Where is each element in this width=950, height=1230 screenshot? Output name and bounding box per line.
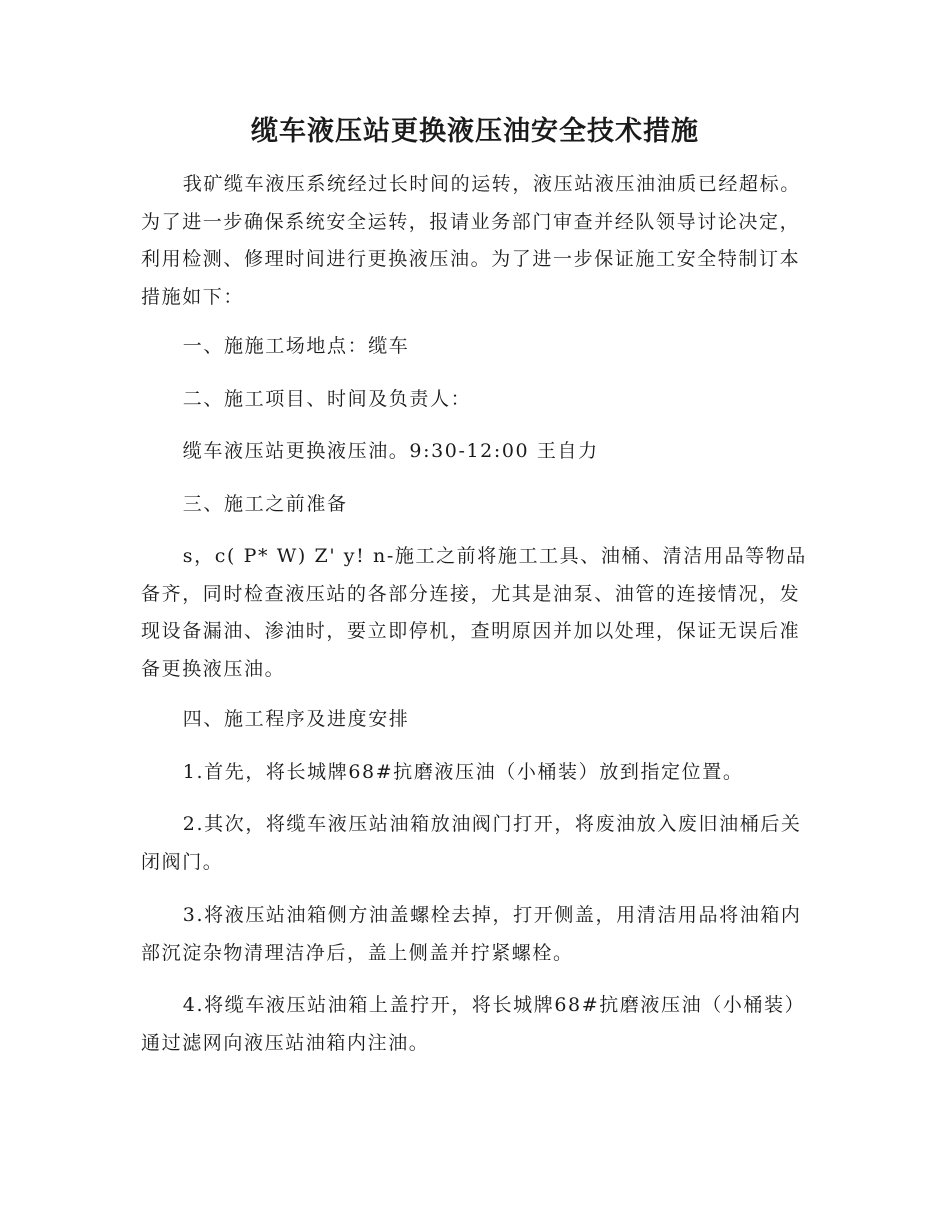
step-2: 2.其次，将缆车液压站油箱放油阀门打开，将废油放入废旧油桶后关闭阀门。 [141,813,802,873]
step-3: 3.将液压站油箱侧方油盖螺栓去掉，打开侧盖，用清洁用品将油箱内部沉淀杂物清理洁净后，盖上侧盖并拧紧螺栓。 [141,904,802,964]
preparation-paragraph: s，c( P* W) Z' y! n-施工之前将施工工具、油桶、清洁用品等物品备齐，同时检查液压站的各部分连接，尤其是油泵、油管的连接情况，发现设备漏油、渗油时，要立即停机，查明原因并加以处理，保证无误后准备更换液压油。 [141,545,807,680]
step-1: 1.首先，将长城牌68#抗磨液压油（小桶装）放到指定位置。 [182,761,744,783]
document-title: 缆车液压站更换液压油安全技术措施 [251,116,699,147]
section-2-heading: 二、施工项目、时间及负责人： [182,388,472,410]
section-4-heading: 四、施工程序及进度安排 [182,708,410,730]
intro-paragraph: 我矿缆车液压系统经过长时间的运转，液压站液压油油质已经超标。为了进一步确保系统安全运转，报请业务部门审查并经队领导讨论决定，利用检测、修理时间进行更换液压油。为了进一步保证施工安全特制订本措施如下： [141,173,801,308]
project-time-responsible: 缆车液压站更换液压油。9:30-12:00 王自力 [182,440,599,462]
section-1-heading: 一、施施工场地点：缆车 [182,335,410,357]
step-4: 4.将缆车液压站油箱上盖拧开，将长城牌68#抗磨液压油（小桶装）通过滤网向液压站油箱内注油。 [141,994,806,1054]
section-3-heading: 三、施工之前准备 [182,493,348,515]
